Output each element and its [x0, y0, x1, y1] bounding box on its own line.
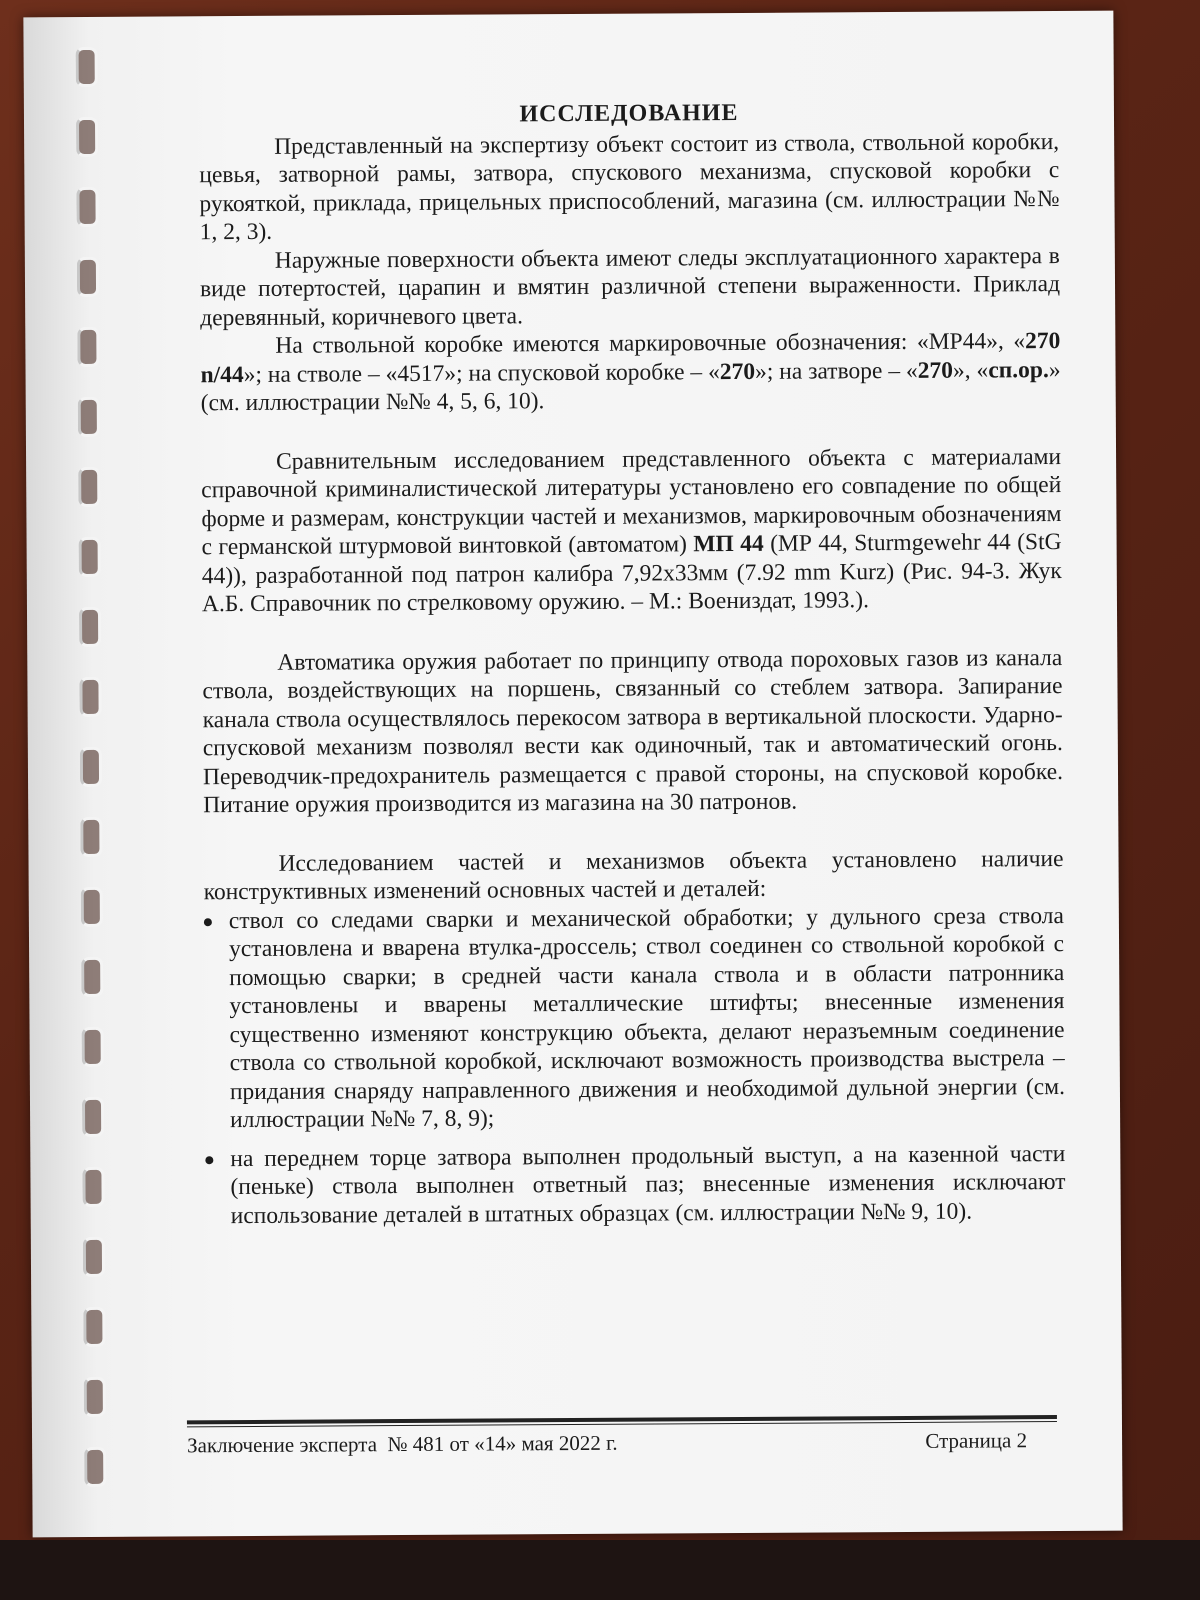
marking-bold: 270 [917, 357, 954, 384]
paragraph-composition: Представленный на экспертизу объект состоит из ствола, ствольной коробки, цевья, затворной рамы, затвора, спускового механизма, спусковой коробки с рукояткой, приклада, прицельных приспособлений, магазина (см. иллюстрации №№ 1, 2, 3). [199, 128, 1060, 246]
paragraph-changes-intro: Исследованием частей и механизмов объекта установлено наличие конструктивных изменений основных частей и деталей: [203, 845, 1064, 906]
page-number: Страница 2 [925, 1428, 1028, 1453]
binding-ring [81, 957, 103, 997]
section-title: ИССЛЕДОВАНИЕ [519, 99, 739, 128]
text-span: »; на стволе – «4517»; на спусковой коробке – « [243, 358, 720, 388]
text-span: »; на затворе – « [754, 357, 918, 385]
binding-ring [79, 607, 101, 647]
binding-ring [84, 1447, 106, 1487]
list-item [204, 902, 1065, 1135]
bullet-icon [204, 918, 212, 926]
binding-ring [78, 397, 100, 437]
text-span: На ствольной коробке имеются маркировочные обозначения: «МР44», « [275, 328, 1026, 359]
binding-ring [77, 257, 99, 297]
changes-list [204, 902, 1066, 1231]
marking-bold: 270 n/44 [200, 328, 1061, 388]
binding-ring [82, 1027, 104, 1067]
binding-ring [76, 187, 98, 227]
binding-ring [83, 1307, 105, 1347]
binding-ring [76, 117, 98, 157]
spiral-binding [76, 47, 107, 1527]
paragraph-comparison [201, 443, 1062, 619]
binding-ring [81, 887, 103, 927]
binding-ring [80, 817, 102, 857]
binding-ring [82, 1097, 104, 1137]
bullet-icon [205, 1156, 213, 1164]
binding-ring [79, 677, 101, 717]
list-item-text: ствол со следами сварки и механической обработки; у дульного среза ствола установлена и вварена втулка-дроссель; ствол соединен со ствольной коробкой с помощью сварки; в средней части канала ствола и в области патронника установлены и вварены металлические штифты; внесенные изменения существенно изменяют конструкцию объекта, делают неразъемным соединение ствола со ствольной коробкой, исключают возможность производства выстрела – придания снаряду направленного движения и необходимой дульной энергии (см. иллюстрации №№ 7, 8, 9); [228, 902, 1065, 1134]
footer-document-ref: Заключение эксперта № 481 от «14» мая 2022 г. [187, 1430, 618, 1458]
paragraph-surfaces: Наружные поверхности объекта имеют следы эксплуатационного характера в виде потертостей, царапин и вмятин различной степени выраженности. Приклад деревянный, коричневого цвета. [199, 242, 1061, 331]
marking-bold: сп.ор. [988, 356, 1049, 383]
binding-ring [84, 1377, 106, 1417]
text-span: », « [952, 356, 989, 384]
document-page [23, 11, 1122, 1538]
binding-ring [78, 467, 100, 507]
paragraph-automatics: Автоматика оружия работает по принципу отвода пороховых газов из канала ствола, воздействующих на поршень, связанный со стеблем затвора. Запирание канала ствола осуществлялось перекосом затвора в вертикальной плоскости. Ударно-спусковой механизм позволял вести как одиночный, так и автоматический огонь. Переводчик-предохранитель размещается с правой стороны, на спусковой коробке. Питание оружия производится из магазина на 30 патронов. [202, 644, 1064, 819]
marking-bold: 270 [719, 358, 756, 385]
binding-ring [83, 1237, 105, 1277]
binding-ring [77, 327, 99, 367]
page-footer [187, 1415, 1057, 1458]
binding-ring [76, 47, 98, 87]
model-bold: МП 44 [693, 530, 764, 558]
list-item [205, 1139, 1066, 1230]
paragraph-markings [200, 327, 1061, 418]
list-item-text: на переднем торце затвора выполнен продольный выступ, а на казенной части (пеньке) ствола выполнен ответный паз; внесенные изменения исключают использование деталей в штатных образцах (см. иллюстрации №№ 9, 10). [230, 1140, 1066, 1229]
binding-ring [82, 1167, 104, 1207]
text-span: » (см. иллюстрации №№ 4, 5, 6, 10). [200, 356, 1061, 417]
text-span: (МР 44, Sturmgewehr 44 (StG 44)), разработанной под патрон калибра 7,92х33мм (7.92 mm Kurz) (Рис. 94-3. Жук А.Б. Справочник по стрелковому оружию. – М.: Воениздат, 1993.). [201, 529, 1062, 618]
binding-ring [80, 747, 102, 787]
footer-row [187, 1428, 1057, 1458]
binding-ring [79, 537, 101, 577]
background-shadow [0, 1540, 1200, 1600]
document-body [199, 97, 1066, 1240]
text-span: Сравнительным исследованием представленного объекта с материалами справочной криминалистической литературы установлено его совпадение по общей форме и размерам, конструкции частей и механизмов, маркировочным обозначениям с германской штурмовой винтовкой (автоматом) [201, 443, 1062, 561]
